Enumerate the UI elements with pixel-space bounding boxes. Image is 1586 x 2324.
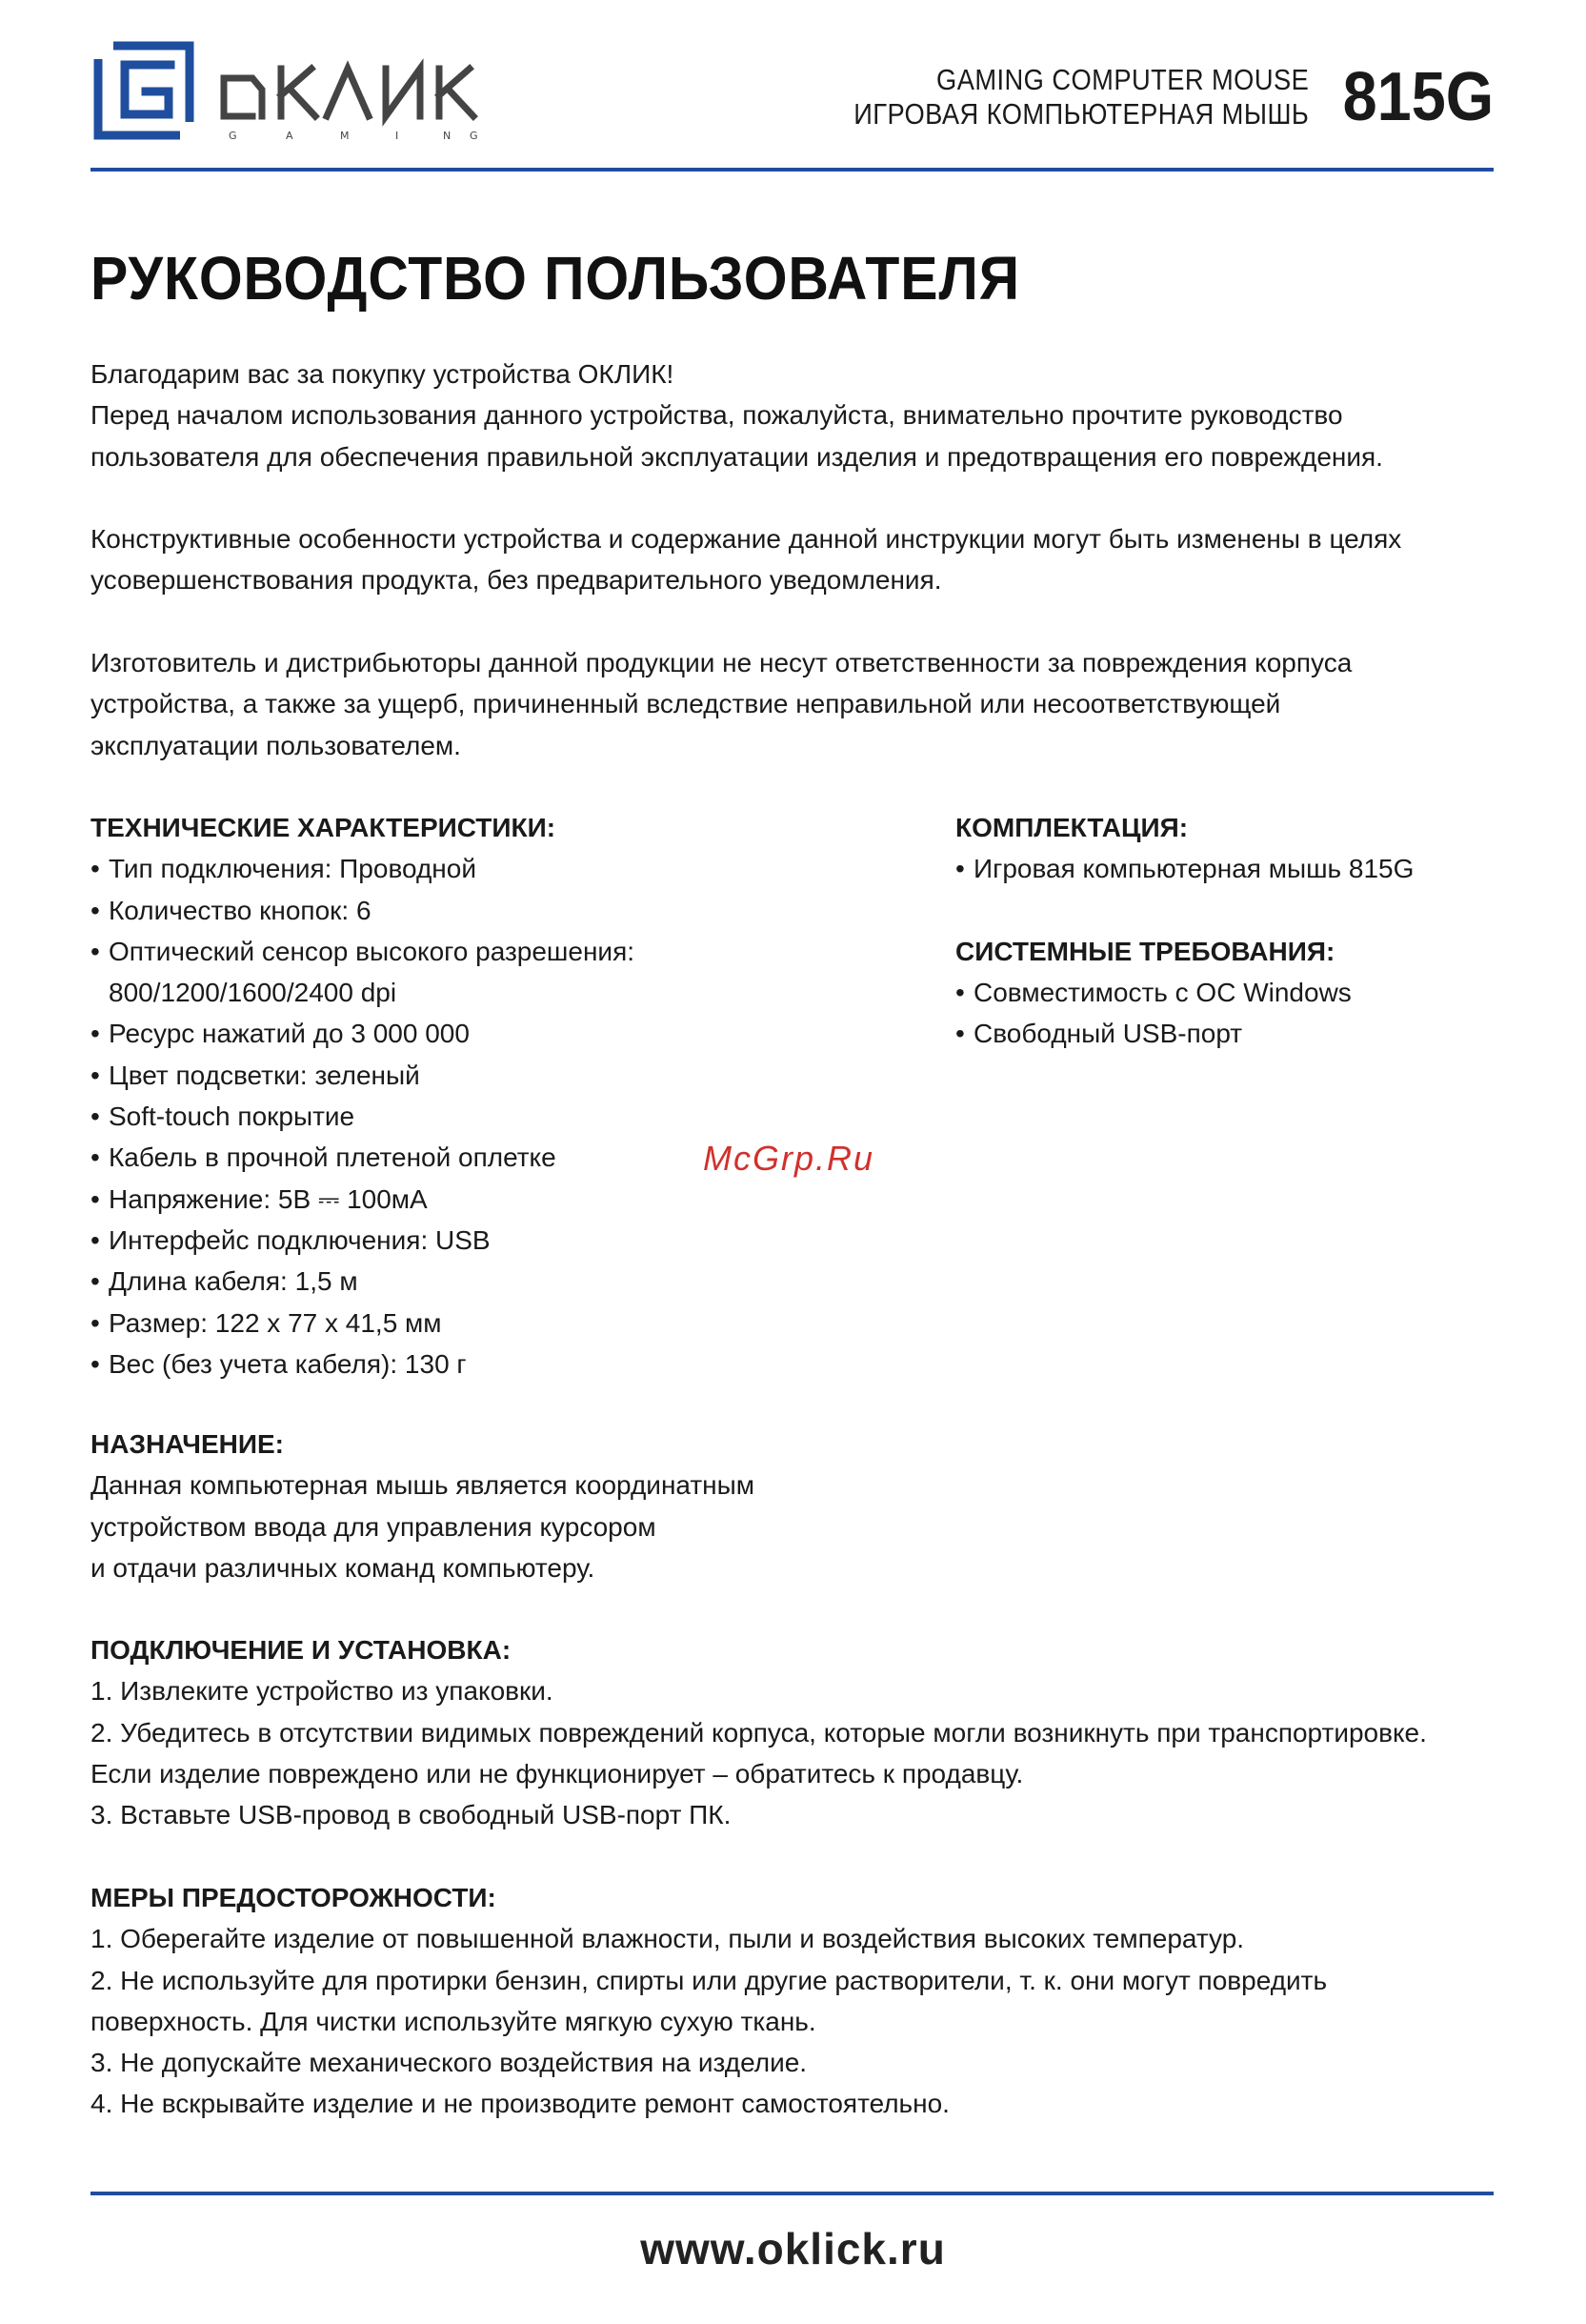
spec-item: • Цвет подсветки: зеленый bbox=[90, 1055, 634, 1096]
spec-item: • Напряжение: 5В ⎓ 100мА bbox=[90, 1179, 634, 1220]
purpose-line: устройством ввода для управления курсором bbox=[90, 1511, 656, 1542]
intro-line: усовершенствования продукта, без предварительного уведомления. bbox=[90, 565, 942, 596]
intro-line: Изготовитель и дистрибьюторы данной продукции не несут ответственности за повреждения корпуса bbox=[90, 648, 1353, 678]
install-line: 3. Вставьте USB-провод в свободный USB-порт ПК. bbox=[90, 1800, 732, 1830]
requirement-item: • Совместимость с ОС Windows bbox=[955, 972, 1414, 1013]
intro-line: пользователя для обеспечения правильной эксплуатации изделия и предотвращения его повреждения. bbox=[90, 441, 1383, 472]
header-model bbox=[792, 59, 1494, 135]
footer-divider bbox=[90, 2192, 1494, 2195]
intro-line: Перед началом использования данного устройства, пожалуйста, внимательно прочтите руководство bbox=[90, 400, 1343, 431]
precaution-line: 1. Оберегайте изделие от повышенной влажности, пыли и воздействия высоких температур. bbox=[90, 1924, 1245, 1954]
package-heading: КОМПЛЕКТАЦИЯ: bbox=[955, 813, 1189, 842]
model-line-en: GAMING COMPUTER MOUSE bbox=[935, 63, 1309, 96]
spec-item: • Количество кнопок: 6 bbox=[90, 890, 634, 931]
purpose-line: и отдачи различных команд компьютеру. bbox=[90, 1552, 595, 1583]
purpose-heading: НАЗНАЧЕНИЕ: bbox=[90, 1429, 284, 1459]
svg-text:M: M bbox=[340, 130, 351, 142]
spec-item-continuation: 800/1200/1600/2400 dpi bbox=[109, 978, 397, 1008]
svg-text:A: A bbox=[286, 130, 294, 142]
spec-item: • Длина кабеля: 1,5 м bbox=[90, 1261, 634, 1302]
svg-text:G: G bbox=[470, 130, 479, 142]
install-line: Если изделие повреждено или не функционирует – обратитесь к продавцу. bbox=[90, 1758, 1024, 1788]
purpose-line: Данная компьютерная мышь является координатным bbox=[90, 1470, 755, 1501]
brand-wordmark bbox=[224, 69, 473, 116]
precaution-line: поверхность. Для чистки используйте мягкую сухую ткань. bbox=[90, 2006, 816, 2036]
model-line-ru: ИГРОВАЯ КОМПЬЮТЕРНАЯ МЫШЬ bbox=[853, 97, 1309, 131]
brand-emblem-icon bbox=[98, 46, 190, 135]
precaution-line: 4. Не вскрывайте изделие и не производите ремонт самостоятельно. bbox=[90, 2089, 950, 2119]
svg-text:N: N bbox=[443, 130, 452, 142]
page-title: РУКОВОДСТВО ПОЛЬЗОВАТЕЛЯ bbox=[90, 244, 1020, 313]
intro-line: Благодарим вас за покупку устройства ОКЛИК! bbox=[90, 359, 674, 389]
footer-url[interactable]: www.oklick.ru bbox=[640, 2224, 946, 2273]
precaution-line: 3. Не допускайте механического воздействия на изделие. bbox=[90, 2048, 808, 2078]
model-number: 815G bbox=[1342, 59, 1494, 135]
requirement-item: • Свободный USB-порт bbox=[955, 1013, 1414, 1054]
requirements-list bbox=[955, 972, 1414, 1055]
spec-item: • Размер: 122 х 77 х 41,5 мм bbox=[90, 1303, 634, 1344]
watermark: McGrp.Ru bbox=[703, 1139, 875, 1178]
install-heading: ПОДКЛЮЧЕНИЕ И УСТАНОВКА: bbox=[90, 1635, 512, 1665]
spec-item: • Оптический сенсор высокого разрешения: bbox=[90, 931, 634, 972]
install-line: 1. Извлеките устройство из упаковки. bbox=[90, 1676, 553, 1707]
svg-text:G: G bbox=[229, 130, 238, 142]
brand-subline bbox=[229, 130, 479, 142]
install-section bbox=[90, 1629, 1427, 1835]
intro-line: Конструктивные особенности устройства и содержание данной инструкции могут быть изменены в целях bbox=[90, 524, 1402, 555]
specs-list bbox=[90, 848, 634, 1384]
precautions-heading: МЕРЫ ПРЕДОСТОРОЖНОСТИ: bbox=[90, 1883, 496, 1912]
svg-text:I: I bbox=[395, 130, 400, 142]
spec-item: • Вес (без учета кабеля): 130 г bbox=[90, 1344, 634, 1384]
requirements-heading: СИСТЕМНЫЕ ТРЕБОВАНИЯ: bbox=[955, 936, 1335, 966]
spec-item: • Интерфейс подключения: USB bbox=[90, 1220, 634, 1261]
spec-item: • Soft-touch покрытие bbox=[90, 1096, 634, 1137]
intro-line: эксплуатации пользователем. bbox=[90, 730, 461, 760]
precautions-section bbox=[90, 1877, 1327, 2125]
oklick-gaming-logo bbox=[90, 40, 538, 145]
spec-item: • Ресурс нажатий до 3 000 000 bbox=[90, 1013, 634, 1054]
spec-item: • Тип подключения: Проводной bbox=[90, 848, 634, 889]
intro-line: устройства, а также за ущерб, причиненный вследствие неправильной или несоответствующей bbox=[90, 689, 1281, 719]
specs-section bbox=[90, 807, 634, 1384]
precaution-line: 2. Не используйте для протирки бензин, спирты или другие растворители, т. к. они могут повредить bbox=[90, 1965, 1328, 1995]
specs-heading: ТЕХНИЧЕСКИЕ ХАРАКТЕРИСТИКИ: bbox=[90, 813, 556, 842]
header-divider bbox=[90, 168, 1494, 172]
intro-text bbox=[90, 354, 1401, 766]
purpose-section bbox=[90, 1424, 754, 1588]
package-section bbox=[955, 807, 1414, 1055]
spec-item: • Кабель в прочной плетеной оплетке bbox=[90, 1137, 634, 1178]
install-line: 2. Убедитесь в отсутствии видимых повреждений корпуса, которые могли возникнуть при транспортировке. bbox=[90, 1717, 1427, 1748]
package-item: • Игровая компьютерная мышь 815G bbox=[955, 848, 1414, 889]
